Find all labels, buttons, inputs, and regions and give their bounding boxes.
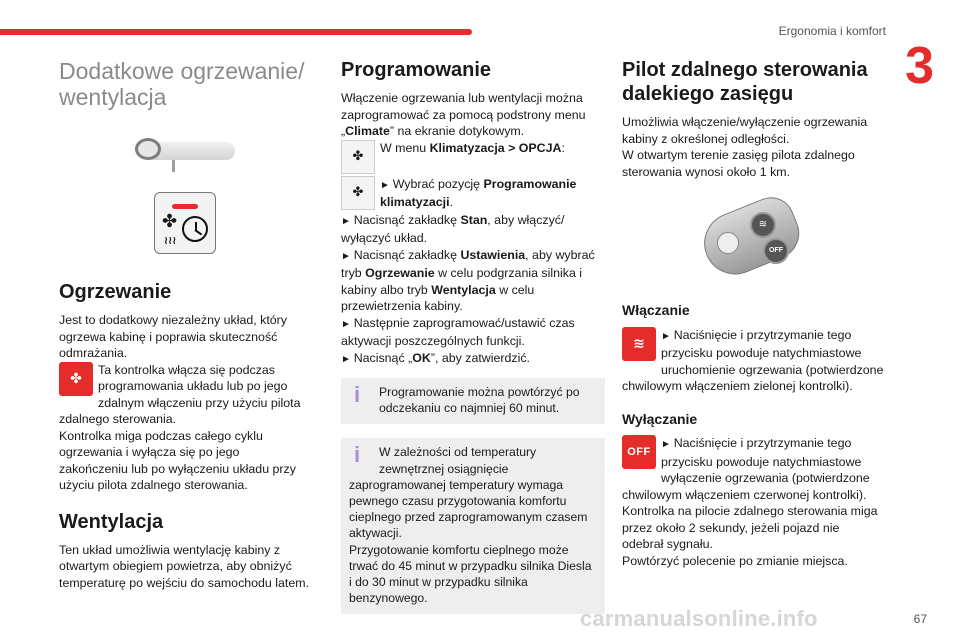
step-2: ► Nacisnąć zakładkę Stan, aby włączyć/ wyłączyć układ. xyxy=(341,212,565,245)
page-number: 67 xyxy=(913,612,927,626)
info-text-temperature: W zależności od temperatury zewnętrznej osiągnięcie zaprogramowanej temperatury wymaga pewnego czasu przygotowania komfortu cieplnego przed zaprogramowanym czasem aktywacji. xyxy=(349,445,588,541)
ventilation-paragraph: Ten układ umożliwia wentylację kabiny z otwartym obiegiem powietrza, aby obniżyć temperaturę po wejściu do samochodu latem. xyxy=(59,542,310,590)
watermark: carmanualsonline.info xyxy=(580,606,818,631)
heating-paragraph-3: Kontrolka miga podczas całego cyklu ogrzewania i wyłącza się po jego zakończeniu lub po wyłączeniu układu przy użyciu pilota zdalnego sterowania. xyxy=(59,428,296,492)
heater-warning-light-icon: ✤ xyxy=(59,362,93,396)
switch-on-heading: Włączanie xyxy=(622,302,690,318)
climate-programming-icon: ✤ xyxy=(341,176,375,210)
section-title: Ergonomia i komfort xyxy=(778,24,886,38)
info-text-repeat: Programowanie można powtórzyć po odczekaniu co najmniej 60 minut. xyxy=(379,385,580,416)
remote-paragraph-3: Kontrolka na pilocie zdalnego sterowania miga przez około 2 sekundy, jeżeli pojazd nie odebrał sygnału. xyxy=(622,504,878,551)
remote-paragraph-2: W otwartym terenie zasięg pilota zdalnego sterowania wynosi około 1 km. xyxy=(622,148,855,179)
info-box-temperature xyxy=(341,438,605,614)
fan-icon: ✤ xyxy=(162,211,178,231)
heating-paragraph-2: Ta kontrolka włącza się podczas programowania układu lub po jego zdalnym włączeniu przy użyciu pilota zdalnego sterowania. xyxy=(59,362,301,426)
heater-timer-panel-illustration xyxy=(154,192,216,254)
switch-on-text: ► Naciśnięcie i przytrzymanie tego przycisku powoduje natychmiastowe uruchomienie ogrzewania (potwierdzone chwilowym włączeniem zielonej kontrolki). xyxy=(622,327,884,393)
heat-waves-icon: ≀≀≀ xyxy=(164,235,177,247)
key-ring-hole xyxy=(717,232,739,254)
remote-heat-button-icon: ≋ xyxy=(750,212,776,238)
info-icon: i xyxy=(353,442,361,468)
off-button-icon: OFF xyxy=(622,435,656,469)
step-4: ► Następnie zaprogramować/ustawić czas aktywacji poszczególnych funkcji. xyxy=(341,315,575,348)
switch-off-text: ► Naciśnięcie i przytrzymanie tego przycisku powoduje natychmiastowe wyłączenie ogrzewania (potwierdzone chwilowym włączeniem czerwonej kontrolki). xyxy=(622,436,870,502)
column-right xyxy=(622,58,884,569)
menu-path: W menu Klimatyzacja > OPCJA: xyxy=(380,140,565,155)
switch-off-heading: Wyłączanie xyxy=(622,410,698,427)
remote-heading: Pilot zdalnego sterowania dalekiego zasięgu xyxy=(622,59,868,105)
remote-control-illustration xyxy=(703,202,803,272)
step-3: ► Nacisnąć zakładkę Ustawienia, aby wybrać tryb Ogrzewanie w celu podgrzania silnika i kabiny albo tryb Wentylacja w celu przewietrzenia kabiny. xyxy=(341,247,595,313)
step-1: ► Wybrać pozycję Programowanie klimatyzacji. xyxy=(380,176,577,209)
programming-heading: Programowanie xyxy=(341,59,492,81)
steering-wheel-icon xyxy=(135,138,161,160)
heating-paragraph-1: Jest to dodatkowy niezależny układ, który ogrzewa kabinę i poprawia skuteczność odmrażania. xyxy=(59,313,287,360)
info-icon: i xyxy=(353,382,361,407)
heat-button-icon: ≋ xyxy=(622,327,656,361)
chapter-number: 3 xyxy=(905,37,934,95)
column-middle xyxy=(341,58,605,628)
steering-wheel-illustration xyxy=(135,138,235,178)
remote-off-button-icon: OFF xyxy=(763,238,789,264)
info-box-repeat xyxy=(341,378,605,424)
page-title: Dodatkowe ogrzewanie/ wentylacja xyxy=(59,58,305,110)
column-left xyxy=(59,58,311,591)
step-5: ► Nacisnąć „OK”, aby zatwierdzić. xyxy=(341,350,530,365)
programming-intro: Włączenie ogrzewania lub wentylacji można zaprogramować za pomocą podstrony menu „Climate” na ekranie dotykowym. xyxy=(341,91,586,138)
climate-menu-icon: ✤ xyxy=(341,140,375,174)
remote-paragraph-4: Powtórzyć polecenie po zmianie miejsca. xyxy=(622,553,848,568)
header-accent-bar xyxy=(0,29,472,35)
clock-icon xyxy=(182,216,208,242)
ventilation-heading: Wentylacja xyxy=(59,510,164,533)
indicator-led xyxy=(172,204,198,209)
remote-paragraph-1: Umożliwia włączenie/wyłączenie ogrzewania kabiny z określonej odległości. xyxy=(622,115,868,146)
info-text-duration: Przygotowanie komfortu cieplnego może trwać do 45 minut w przypadku silnika Diesla i do 30 minut w przypadku silnika benzynowego. xyxy=(349,542,592,606)
heating-heading: Ogrzewanie xyxy=(59,281,172,303)
